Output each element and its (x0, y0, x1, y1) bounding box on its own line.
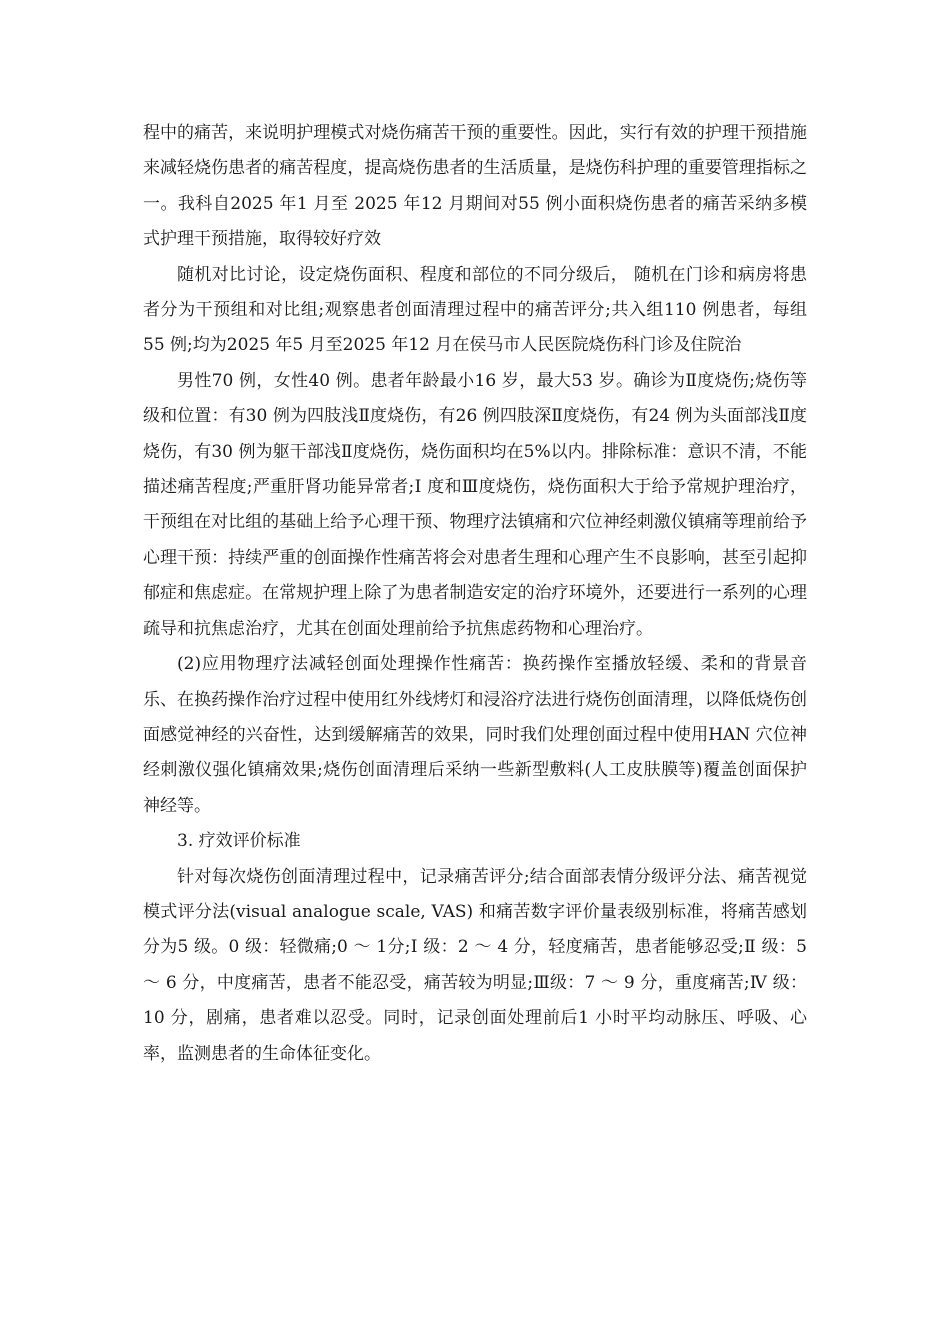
paragraph-intro-continued: 程中的痛苦，来说明护理模式对烧伤痛苦干预的重要性。因此，实行有效的护理干预措施来减轻烧伤患者的痛苦程度，提高烧伤患者的生活质量，是烧伤科护理的重要管理指标之一。我科自2025 年1 月至 2025 年12 月期间对55 例小面积烧伤患者的痛苦采纳多模式护理干预措施，取得较好疗效 (143, 123, 807, 250)
document-page (143, 116, 807, 1072)
paragraph-pain-scoring: 针对每次烧伤创面清理过程中，记录痛苦评分;结合面部表情分级评分法、痛苦视觉模式评分法(visual analogue scale, VAS) 和痛苦数字评价量表级别标准，将痛苦感划分为5 级。0 级：轻微痛;0 ～ 1分;Ⅰ 级：2 ～ 4 分，轻度痛苦，患者能够忍受;Ⅱ 级：5 ～ 6 分，中度痛苦，患者不能忍受，痛苦较为明显;Ⅲ级：7 ～ 9 分，重度痛苦;Ⅳ 级：10 分，剧痛，患者难以忍受。同时，记录创面处理前后1 小时平均动脉压、呼吸、心率，监测患者的生命体征变化。 (143, 866, 807, 1064)
paragraph-patient-info: 男性70 例，女性40 例。患者年龄最小16 岁，最大53 岁。确诊为Ⅱ度烧伤;烧伤等级和位置：有30 例为四肢浅Ⅱ度烧伤，有26 例四肢深Ⅱ度烧伤，有24 例为头面部浅Ⅱ度烧伤，有30 例为躯干部浅Ⅱ度烧伤，烧伤面积均在5%以内。排除标准：意识不清，不能描述痛苦程度;严重肝肾功能异常者;Ⅰ 度和Ⅲ度烧伤，烧伤面积大于给予常规护理治疗，干预组在对比组的基础上给予心理干预、物理疗法镇痛和穴位神经刺激仪镇痛等理前给予心理干预：持续严重的创面操作性痛苦将会对患者生理和心理产生不良影响，甚至引起抑郁症和焦虑症。在常规护理上除了为患者制造安定的治疗环境外，还要进行一系列的心理疏导和抗焦虑治疗，尤其在创面处理前给予抗焦虑药物和心理治疗。 (143, 370, 807, 639)
paragraph-physical-therapy: (2)应用物理疗法减轻创面处理操作性痛苦：换药操作室播放轻缓、柔和的背景音乐、在换药操作治疗过程中使用红外线烤灯和浸浴疗法进行烧伤创面清理，以降低烧伤创面感觉神经的兴奋性，达到缓解痛苦的效果，同时我们处理创面过程中使用HAN 穴位神经刺激仪强化镇痛效果;烧伤创面清理后采纳一些新型敷料(人工皮肤膜等)覆盖创面保护神经等。 (143, 654, 807, 816)
paragraph-study-design: 随机对比讨论，设定烧伤面积、程度和部位的不同分级后， 随机在门诊和病房将患者分为干预组和对比组;观察患者创面清理过程中的痛苦评分;共入组110 例患者，每组55 例;均为2025 年5 月至2025 年12 月在侯马市人民医院烧伤科门诊及住院治 (143, 264, 807, 356)
section-heading-evaluation-criteria: 3. 疗效评价标准 (177, 831, 301, 852)
